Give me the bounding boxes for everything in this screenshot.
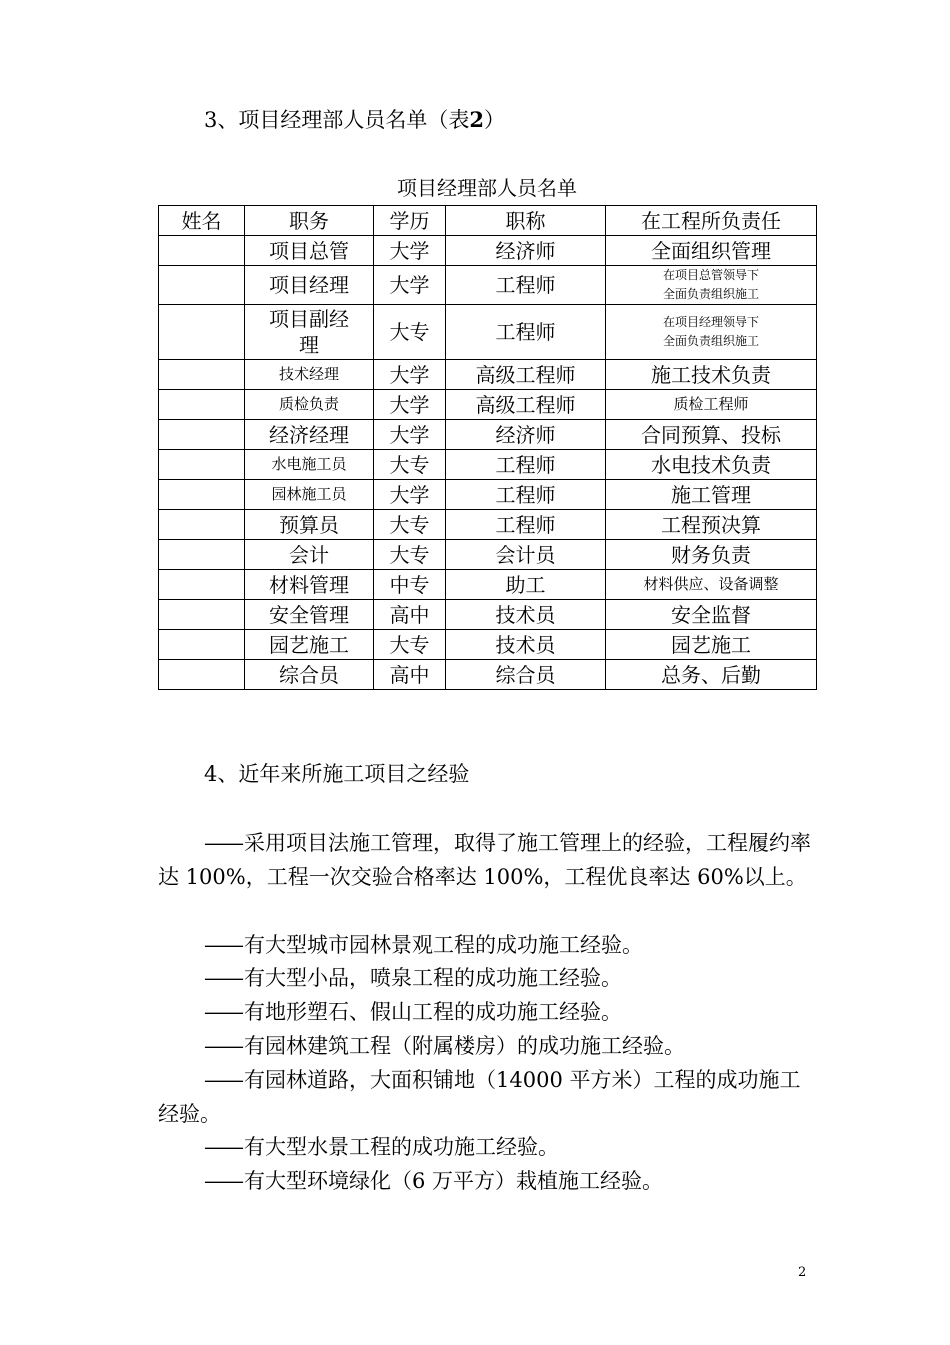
cell-responsibility-line: 在项目总管领导下 <box>662 268 759 282</box>
cell-education: 大学 <box>374 390 446 420</box>
cell-responsibility: 质检工程师 <box>606 390 817 420</box>
cell-name <box>159 540 245 570</box>
cell-name <box>159 360 245 390</box>
section-3-heading <box>204 106 505 134</box>
cell-title: 工程师 <box>446 305 606 360</box>
table-row <box>159 305 817 360</box>
cell-name <box>159 630 245 660</box>
cell-name <box>159 660 245 690</box>
cell-name <box>159 420 245 450</box>
experience-item <box>158 826 818 894</box>
cell-responsibility: 材料供应、设备调整 <box>606 570 817 600</box>
cell-responsibility-line: 在项目经理领导下 <box>662 315 759 329</box>
cell-duty-line: 项目副经 <box>269 307 349 331</box>
table-row <box>159 360 817 390</box>
cell-duty: 园艺施工 <box>245 630 374 660</box>
experience-item <box>158 961 818 995</box>
cell-duty: 会计 <box>245 540 374 570</box>
table-row <box>159 236 817 266</box>
experience-item <box>158 1029 818 1063</box>
dash-marker: —— <box>204 966 242 990</box>
table-row <box>159 660 817 690</box>
table-row <box>159 510 817 540</box>
cell-name <box>159 480 245 510</box>
cell-responsibility: 施工管理 <box>606 480 817 510</box>
dash-marker: —— <box>204 1135 242 1159</box>
cell-title: 经济师 <box>446 420 606 450</box>
cell-name <box>159 266 245 305</box>
cell-responsibility: 施工技术负责 <box>606 360 817 390</box>
cell-responsibility <box>606 266 817 305</box>
cell-education: 高中 <box>374 660 446 690</box>
table-row <box>159 420 817 450</box>
dash-marker: —— <box>204 1034 242 1058</box>
cell-education: 大专 <box>374 540 446 570</box>
cell-duty: 质检负责 <box>245 390 374 420</box>
dash-marker: —— <box>204 933 242 957</box>
header-responsibility: 在工程所负责任 <box>606 206 817 236</box>
cell-duty: 材料管理 <box>245 570 374 600</box>
staff-table <box>158 205 817 690</box>
cell-title: 技术员 <box>446 600 606 630</box>
cell-title: 高级工程师 <box>446 360 606 390</box>
cell-responsibility <box>606 305 817 360</box>
experience-item <box>158 995 818 1029</box>
cell-duty: 项目总管 <box>245 236 374 266</box>
cell-education: 大学 <box>374 360 446 390</box>
cell-responsibility: 合同预算、投标 <box>606 420 817 450</box>
cell-title: 工程师 <box>446 510 606 540</box>
cell-education: 高中 <box>374 600 446 630</box>
cell-responsibility: 总务、后勤 <box>606 660 817 690</box>
experience-text: 有大型水景工程的成功施工经验。 <box>244 1135 559 1159</box>
cell-duty: 经济经理 <box>245 420 374 450</box>
table-row <box>159 480 817 510</box>
experience-text: 有大型城市园林景观工程的成功施工经验。 <box>244 933 643 957</box>
cell-name <box>159 305 245 360</box>
cell-responsibility: 水电技术负责 <box>606 450 817 480</box>
experience-item <box>158 1130 818 1164</box>
table-row <box>159 450 817 480</box>
cell-name <box>159 600 245 630</box>
table-row <box>159 630 817 660</box>
cell-education: 大专 <box>374 510 446 540</box>
cell-name <box>159 390 245 420</box>
header-title: 职称 <box>446 206 606 236</box>
cell-name <box>159 450 245 480</box>
cell-duty-line: 理 <box>299 333 319 357</box>
cell-duty: 项目经理 <box>245 266 374 305</box>
cell-education: 大学 <box>374 420 446 450</box>
experience-text: 有园林道路，大面积铺地（14000 平方米）工程的成功施工经验。 <box>158 1068 801 1126</box>
experience-item <box>158 1063 818 1131</box>
experience-item <box>158 1164 818 1198</box>
cell-title: 助工 <box>446 570 606 600</box>
experience-text: 有园林建筑工程（附属楼房）的成功施工经验。 <box>244 1034 685 1058</box>
cell-responsibility-line: 全面负责组织施工 <box>662 334 759 348</box>
table-row <box>159 266 817 305</box>
cell-duty: 预算员 <box>245 510 374 540</box>
cell-education: 中专 <box>374 570 446 600</box>
cell-name <box>159 570 245 600</box>
cell-education: 大专 <box>374 450 446 480</box>
cell-responsibility: 财务负责 <box>606 540 817 570</box>
cell-duty: 综合员 <box>245 660 374 690</box>
dash-marker: —— <box>204 1068 242 1092</box>
section-3-heading-prefix: 3、项目经理部人员名单（表 <box>204 108 470 132</box>
table-row <box>159 600 817 630</box>
cell-title: 综合员 <box>446 660 606 690</box>
cell-title: 会计员 <box>446 540 606 570</box>
cell-education: 大学 <box>374 236 446 266</box>
cell-duty: 安全管理 <box>245 600 374 630</box>
cell-name <box>159 236 245 266</box>
cell-responsibility-line: 全面负责组织施工 <box>662 287 759 301</box>
cell-title: 工程师 <box>446 480 606 510</box>
experience-item <box>158 928 818 962</box>
cell-education: 大专 <box>374 305 446 360</box>
cell-title: 工程师 <box>446 266 606 305</box>
header-name: 姓名 <box>159 206 245 236</box>
cell-name <box>159 510 245 540</box>
cell-title: 高级工程师 <box>446 390 606 420</box>
table-row <box>159 540 817 570</box>
cell-duty: 水电施工员 <box>245 450 374 480</box>
header-duty: 职务 <box>245 206 374 236</box>
dash-marker: —— <box>204 1000 242 1024</box>
section-3-heading-number: 2 <box>469 107 484 132</box>
cell-title: 经济师 <box>446 236 606 266</box>
section-3-heading-suffix: ） <box>484 108 505 132</box>
cell-responsibility: 安全监督 <box>606 600 817 630</box>
experience-text: 采用项目法施工管理，取得了施工管理上的经验，工程履约率达 100%，工程一次交验合格率达 100%，工程优良率达 60%以上。 <box>158 831 811 889</box>
cell-responsibility: 全面组织管理 <box>606 236 817 266</box>
cell-duty: 园林施工员 <box>245 480 374 510</box>
experience-text: 有地形塑石、假山工程的成功施工经验。 <box>244 1000 622 1024</box>
cell-duty: 技术经理 <box>245 360 374 390</box>
table-title: 项目经理部人员名单 <box>397 176 577 200</box>
cell-education: 大专 <box>374 630 446 660</box>
table-row <box>159 390 817 420</box>
experience-text: 有大型环境绿化（6 万平方）栽植施工经验。 <box>244 1169 664 1193</box>
cell-responsibility: 园艺施工 <box>606 630 817 660</box>
table-header-row <box>159 206 817 236</box>
dash-marker: —— <box>204 831 242 855</box>
dash-marker: —— <box>204 1169 242 1193</box>
cell-education: 大学 <box>374 480 446 510</box>
cell-education: 大学 <box>374 266 446 305</box>
cell-responsibility: 工程预决算 <box>606 510 817 540</box>
cell-title: 技术员 <box>446 630 606 660</box>
page-number: 2 <box>798 1265 807 1280</box>
cell-title: 工程师 <box>446 450 606 480</box>
experience-text: 有大型小品，喷泉工程的成功施工经验。 <box>244 966 622 990</box>
cell-duty <box>245 305 374 360</box>
section-4-heading: 4、近年来所施工项目之经验 <box>204 762 470 786</box>
header-education: 学历 <box>374 206 446 236</box>
table-row <box>159 570 817 600</box>
